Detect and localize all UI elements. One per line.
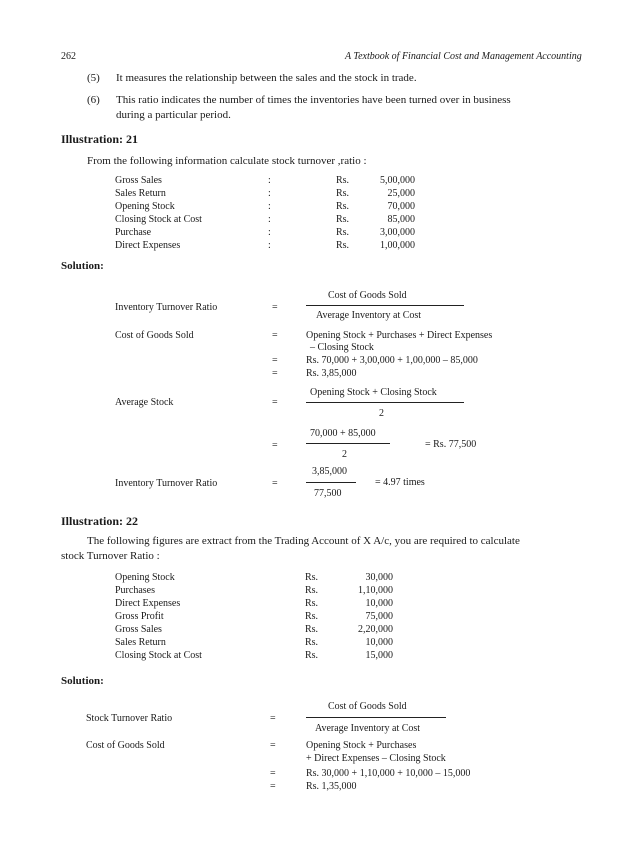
equals-sign: = xyxy=(272,368,278,379)
item-label: Direct Expenses xyxy=(115,240,181,251)
item-value: 2,20,000 xyxy=(358,624,393,635)
fraction-bar xyxy=(306,402,464,403)
item-value: 15,000 xyxy=(365,650,393,661)
item-label: Opening Stock xyxy=(115,201,175,212)
equals-sign: = xyxy=(270,768,276,779)
item-colon: : xyxy=(268,188,271,199)
fraction-numerator: 70,000 + 85,000 xyxy=(310,428,376,439)
formula-calc: Rs. 30,000 + 1,10,000 + 10,000 – 15,000 xyxy=(306,768,471,779)
fraction-numerator: Cost of Goods Sold xyxy=(328,701,407,712)
fraction-bar xyxy=(306,717,446,718)
equals-sign: = xyxy=(272,440,278,451)
item-currency: Rs. xyxy=(336,214,350,225)
item-label: Gross Sales xyxy=(115,175,162,186)
item-currency: Rs. xyxy=(305,585,319,596)
point-text: This ratio indicates the number of times the inventories have been turned over in business xyxy=(116,94,511,106)
fraction-bar xyxy=(306,482,356,483)
formula-text: Opening Stock + Purchases xyxy=(306,740,417,751)
fraction-denominator: 2 xyxy=(342,449,347,460)
formula-result: = Rs. 77,500 xyxy=(425,439,477,450)
illustration-21-heading: Illustration: 21 xyxy=(61,132,139,146)
item-colon: : xyxy=(268,175,271,186)
formula-result: = 4.97 times xyxy=(375,477,425,488)
fraction-denominator: 77,500 xyxy=(314,488,342,499)
item-colon: : xyxy=(268,240,271,251)
formula-label: Stock Turnover Ratio xyxy=(86,713,173,724)
formula-label: Average Stock xyxy=(115,397,174,408)
item-colon: : xyxy=(268,201,271,212)
solution-label: Solution: xyxy=(61,260,104,272)
item-currency: Rs. xyxy=(336,201,350,212)
book-title: A Textbook of Financial Cost and Management Accounting xyxy=(345,51,582,62)
item-value: 10,000 xyxy=(365,637,393,648)
equals-sign: = xyxy=(272,330,278,341)
illustration-22-heading: Illustration: 22 xyxy=(61,514,139,528)
item-currency: Rs. xyxy=(305,637,319,648)
item-currency: Rs. xyxy=(336,175,350,186)
item-label: Closing Stock at Cost xyxy=(115,214,202,225)
equals-sign: = xyxy=(272,397,278,408)
fraction-bar xyxy=(306,443,390,444)
item-value: 1,10,000 xyxy=(358,585,393,596)
point-text-continued: during a particular period. xyxy=(116,109,231,121)
equals-sign: = xyxy=(272,355,278,366)
formula-label: Inventory Turnover Ratio xyxy=(115,302,218,313)
item-currency: Rs. xyxy=(305,598,319,609)
formula-calc: Rs. 70,000 + 3,00,000 + 1,00,000 – 85,000 xyxy=(306,355,478,366)
point-text: It measures the relationship between the sales and the stock in trade. xyxy=(116,72,417,84)
item-label: Gross Sales xyxy=(115,624,162,635)
point-number: (6) xyxy=(87,94,100,106)
item-currency: Rs. xyxy=(336,188,350,199)
item-label: Purchases xyxy=(115,585,155,596)
item-label: Purchase xyxy=(115,227,152,238)
illustration-22-intro-continued: stock Turnover Ratio : xyxy=(61,550,160,562)
formula-text: Opening Stock + Purchases + Direct Expenses xyxy=(306,330,493,341)
fraction-numerator: 3,85,000 xyxy=(312,466,347,477)
item-currency: Rs. xyxy=(305,572,319,583)
fraction-denominator: Average Inventory at Cost xyxy=(316,310,422,321)
item-value: 5,00,000 xyxy=(380,175,415,186)
solution-label: Solution: xyxy=(61,675,104,687)
illustration-22-intro: The following figures are extract from the Trading Account of X A/c, you are required to calculate xyxy=(87,535,520,547)
item-value: 25,000 xyxy=(387,188,415,199)
formula-label: Inventory Turnover Ratio xyxy=(115,478,218,489)
equals-sign: = xyxy=(272,302,278,313)
illustration-21-intro: From the following information calculate stock turnover ,ratio : xyxy=(87,155,367,167)
item-label: Sales Return xyxy=(115,637,166,648)
item-value: 10,000 xyxy=(365,598,393,609)
item-currency: Rs. xyxy=(336,240,350,251)
fraction-denominator: 2 xyxy=(379,408,384,419)
item-colon: : xyxy=(268,214,271,225)
fraction-bar xyxy=(306,305,464,306)
item-value: 1,00,000 xyxy=(380,240,415,251)
item-label: Direct Expenses xyxy=(115,598,181,609)
item-currency: Rs. xyxy=(305,650,319,661)
item-colon: : xyxy=(268,227,271,238)
item-label: Sales Return xyxy=(115,188,166,199)
formula-label: Cost of Goods Sold xyxy=(86,740,165,751)
formula-result: Rs. 3,85,000 xyxy=(306,368,357,379)
equals-sign: = xyxy=(270,781,276,792)
item-label: Opening Stock xyxy=(115,572,175,583)
item-value: 75,000 xyxy=(365,611,393,622)
item-value: 85,000 xyxy=(387,214,415,225)
item-currency: Rs. xyxy=(336,227,350,238)
item-value: 70,000 xyxy=(387,201,415,212)
item-label: Gross Profit xyxy=(115,611,164,622)
item-currency: Rs. xyxy=(305,611,319,622)
item-value: 30,000 xyxy=(365,572,393,583)
formula-text: – Closing Stock xyxy=(310,342,374,353)
point-number: (5) xyxy=(87,72,100,84)
fraction-numerator: Cost of Goods Sold xyxy=(328,290,407,301)
equals-sign: = xyxy=(270,713,276,724)
formula-result: Rs. 1,35,000 xyxy=(306,781,357,792)
formula-text: + Direct Expenses – Closing Stock xyxy=(306,753,446,764)
fraction-numerator: Opening Stock + Closing Stock xyxy=(310,387,437,398)
item-label: Closing Stock at Cost xyxy=(115,650,202,661)
equals-sign: = xyxy=(270,740,276,751)
item-currency: Rs. xyxy=(305,624,319,635)
equals-sign: = xyxy=(272,478,278,489)
item-value: 3,00,000 xyxy=(380,227,415,238)
fraction-denominator: Average Inventory at Cost xyxy=(315,723,421,734)
formula-label: Cost of Goods Sold xyxy=(115,330,194,341)
page-number: 262 xyxy=(61,51,76,62)
